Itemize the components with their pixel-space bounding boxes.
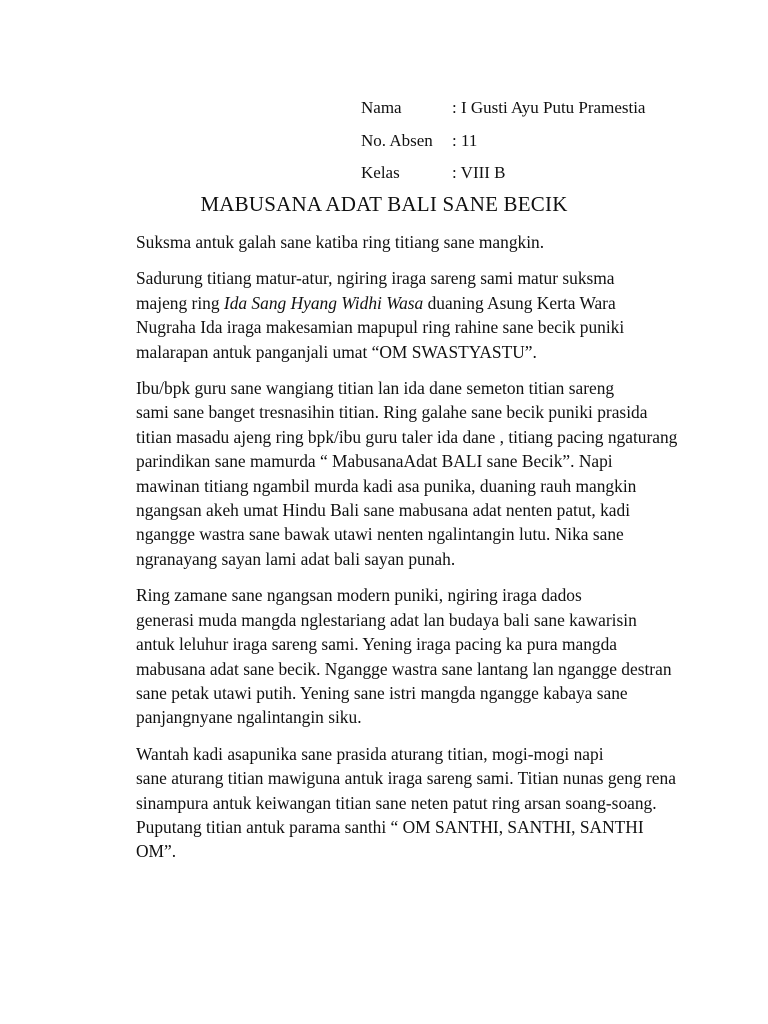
student-info xyxy=(361,92,645,190)
text-run: duaning Asung Kerta Wara xyxy=(423,292,616,313)
info-row-name xyxy=(361,92,645,125)
text-line: sinampura antuk keiwangan titian sane neten patut ring arsan soang-soang. xyxy=(136,792,657,813)
paragraph xyxy=(90,266,690,364)
text-line: sami sane banget tresnasihin titian. Ring galahe sane becik puniki prasida xyxy=(136,402,648,423)
text-line: Puputang titian antuk parama santhi “ OM SANTHI, SANTHI, SANTHI xyxy=(136,816,644,837)
text-line: ngangsan akeh umat Hindu Bali sane mabusana adat nenten patut, kadi xyxy=(136,500,631,521)
text-line: mabusana adat sane becik. Ngangge wastra sane lantang lan ngangge destran xyxy=(136,658,672,679)
text-line: OM”. xyxy=(136,841,177,862)
text-line: ngangge wastra sane bawak utawi nenten ngalintangin lutu. Nika sane xyxy=(136,524,624,545)
text-line: ngranayang sayan lami adat bali sayan punah. xyxy=(136,548,456,569)
text-line: Ibu/bpk guru sane wangiang titian lan ida dane semeton titian sareng xyxy=(136,378,615,399)
document-body xyxy=(90,230,690,876)
info-label: Nama xyxy=(361,98,402,117)
info-label: No. Absen xyxy=(361,130,433,150)
info-value: : 11 xyxy=(452,130,478,150)
text-line: Nugraha Ida iraga makesamian mapupul ring rahine sane becik puniki xyxy=(136,317,625,338)
text-line: panjangnyane ngalintangin siku. xyxy=(136,707,362,728)
text-line: sane aturang titian mawiguna antuk iraga sareng sami. Titian nunas geng rena xyxy=(136,768,676,789)
italic-text: Ida Sang Hyang Widhi Wasa xyxy=(223,292,424,313)
info-row-absen xyxy=(361,125,645,158)
text-line: sane petak utawi putih. Yening sane istri mangda ngangge kabaya sane xyxy=(136,682,628,703)
info-row-kelas xyxy=(361,157,645,190)
paragraph xyxy=(90,376,690,571)
paragraph xyxy=(90,230,690,254)
paragraph xyxy=(90,583,690,729)
text-line: Ring zamane sane ngangsan modern puniki, ngiring iraga dados xyxy=(136,585,582,606)
text-line xyxy=(90,291,690,315)
text-line: titian masadu ajeng ring bpk/ibu guru taler ida dane , titiang pacing ngaturang xyxy=(136,426,678,447)
info-value: : VIII B xyxy=(452,163,506,182)
text-line: Wantah kadi asapunika sane prasida aturang titian, mogi-mogi napi xyxy=(136,743,604,764)
text-line: generasi muda mangda nglestariang adat lan budaya bali sane kawarisin xyxy=(136,609,637,630)
text-run: majeng ring xyxy=(136,292,224,313)
paragraph xyxy=(90,742,690,864)
text-line: Suksma antuk galah sane katiba ring titiang sane mangkin. xyxy=(136,232,545,252)
text-line: parindikan sane mamurda “ MabusanaAdat BALI sane Becik”. Napi xyxy=(136,451,613,472)
text-line: malarapan antuk panganjali umat “OM SWASTYASTU”. xyxy=(136,341,537,362)
document-title: MABUSANA ADAT BALI SANE BECIK xyxy=(200,192,568,216)
text-line: Sadurung titiang matur-atur, ngiring iraga sareng sami matur suksma xyxy=(136,268,615,289)
info-value: : I Gusti Ayu Putu Pramestia xyxy=(452,98,646,117)
info-label: Kelas xyxy=(361,163,400,182)
text-line: mawinan titiang ngambil murda kadi asa punika, duaning rauh mangkin xyxy=(136,475,637,496)
text-line: antuk leluhur iraga sareng sami. Yening iraga pacing ka pura mangda xyxy=(136,634,617,655)
